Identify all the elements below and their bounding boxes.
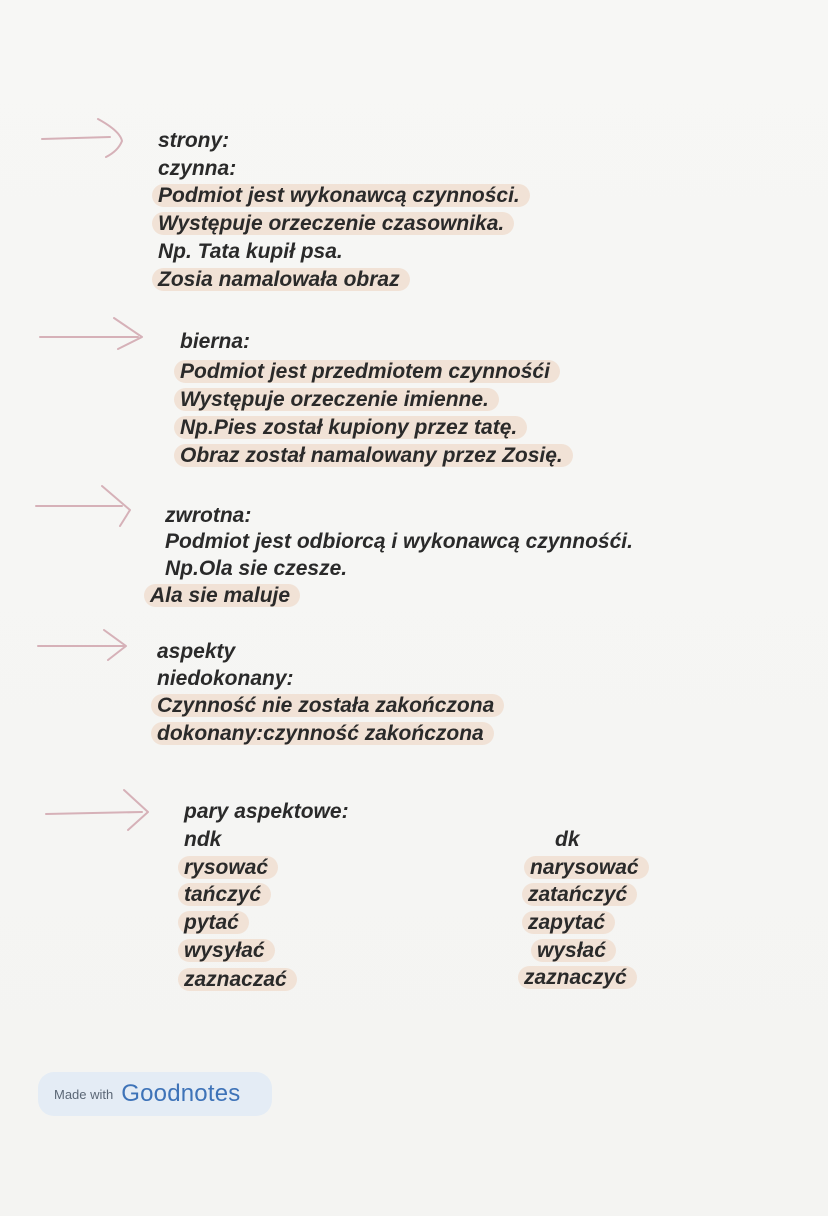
text-line: Np.Pies został kupiony przez tatę. <box>180 414 527 442</box>
text-line: dokonany:czynność zakończona <box>157 720 494 748</box>
text-line: Ala sie maluje <box>150 582 300 610</box>
arrow-icon <box>38 315 148 355</box>
subheading-czynna: czynna: <box>158 157 237 180</box>
column-header-ndk: ndk <box>184 828 222 851</box>
arrow-icon <box>34 484 134 530</box>
text-line: Występuje orzeczenie imienne. <box>180 386 499 414</box>
list-item: wysyłać <box>184 937 275 965</box>
text-line: Obraz został namalowany przez Zosię. <box>180 442 573 470</box>
goodnotes-logo: Goodnotes <box>121 1080 241 1107</box>
text-line: Podmiot jest przedmiotem czynnośći <box>180 358 560 386</box>
column-header-dk: dk <box>555 828 580 851</box>
list-item: rysować <box>184 854 278 882</box>
section-heading: strony: <box>158 129 230 152</box>
list-item: pytać <box>184 909 249 937</box>
text-line: Podmiot jest odbiorcą i wykonawcą czynnośći. <box>165 530 633 553</box>
subheading-zwrotna: zwrotna: <box>165 504 252 527</box>
list-item: wysłać <box>537 937 616 965</box>
section-heading: aspekty <box>157 640 236 663</box>
list-item: zaznaczyć <box>524 964 637 992</box>
text-line: Czynność nie została zakończona <box>157 692 504 720</box>
list-item: zatańczyć <box>528 881 637 909</box>
list-item: zaznaczać <box>184 966 297 994</box>
subheading-niedokonany: niedokonany: <box>157 667 294 690</box>
arrow-icon <box>36 626 132 666</box>
badge-caption: Made with <box>54 1086 114 1102</box>
text-line: Zosia namalowała obraz <box>158 266 410 294</box>
text-line: Np. Tata kupił psa. <box>158 240 343 263</box>
made-with-goodnotes-badge <box>38 1072 272 1116</box>
text-line: Występuje orzeczenie czasownika. <box>158 210 514 238</box>
list-item: tańczyć <box>184 881 271 909</box>
arrow-icon <box>40 115 130 159</box>
list-item: zapytać <box>528 909 615 937</box>
text-line: Np.Ola sie czesze. <box>165 557 348 580</box>
section-heading: pary aspektowe: <box>184 800 349 823</box>
list-item: narysować <box>530 854 649 882</box>
subheading-bierna: bierna: <box>180 330 251 353</box>
text-line: Podmiot jest wykonawcą czynności. <box>158 182 530 210</box>
arrow-icon <box>44 786 154 836</box>
